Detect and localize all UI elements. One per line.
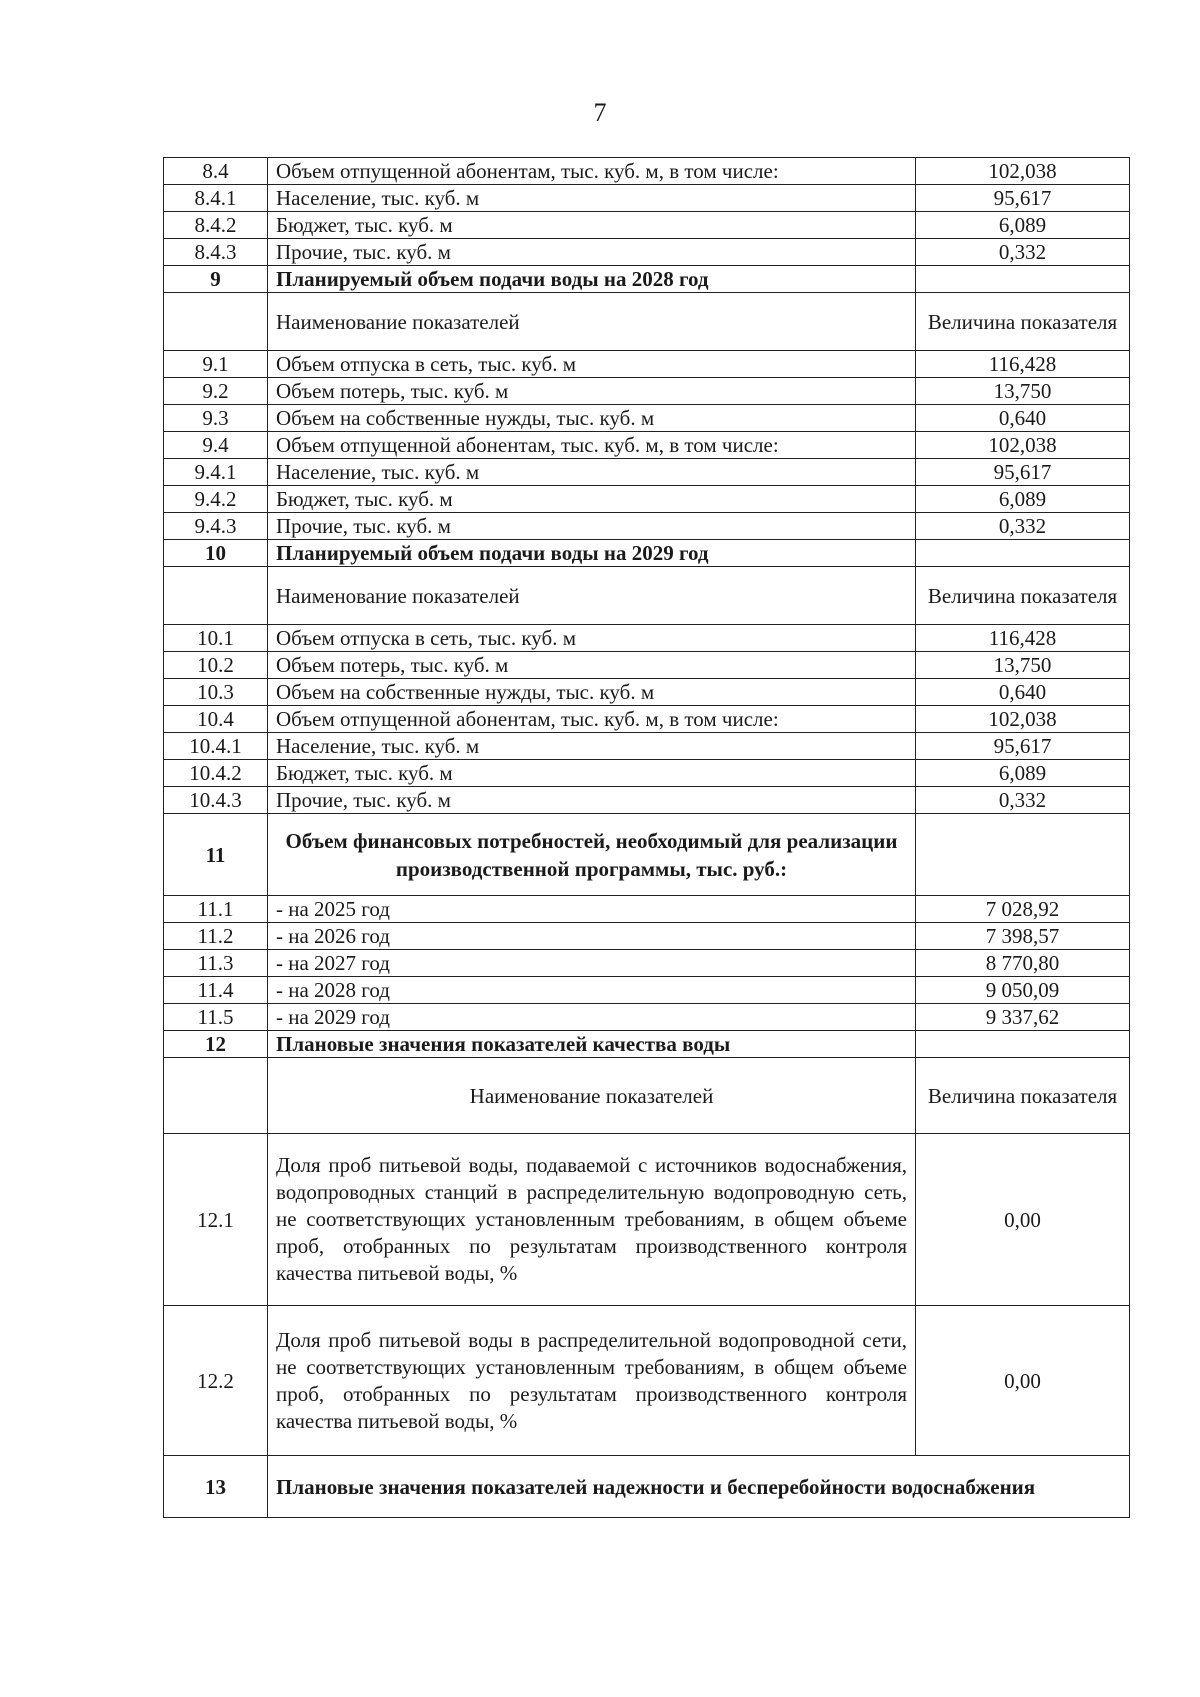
- indicator-value: 0,640: [916, 405, 1130, 432]
- table-row: [164, 405, 1130, 432]
- row-number: 11.4: [164, 977, 268, 1004]
- indicator-name: Прочие, тыс. куб. м: [268, 787, 916, 814]
- indicator-name: Объем отпущенной абонентам, тыс. куб. м, в том числе:: [268, 432, 916, 459]
- indicator-value: Величина показателя: [916, 567, 1130, 625]
- indicator-value: 0,332: [916, 239, 1130, 266]
- table-row: [164, 513, 1130, 540]
- row-number: 9: [164, 266, 268, 293]
- indicator-name: Объем потерь, тыс. куб. м: [268, 652, 916, 679]
- indicator-value: 13,750: [916, 652, 1130, 679]
- program-table-body: [164, 158, 1130, 1518]
- row-number: 9.4.1: [164, 459, 268, 486]
- table-row: [164, 486, 1130, 513]
- table-row: [164, 679, 1130, 706]
- row-number: 10.1: [164, 625, 268, 652]
- row-number: 12: [164, 1031, 268, 1058]
- indicator-name: Объем отпуска в сеть, тыс. куб. м: [268, 625, 916, 652]
- indicator-name: Наименование показателей: [268, 567, 916, 625]
- indicator-name: Доля проб питьевой воды в распределительной водопроводной сети, не соответствующих установленным требованиям, в общем объеме проб, отобранных по результатам производственного контроля качества питьевой воды, %: [268, 1306, 916, 1456]
- indicator-name: Объем на собственные нужды, тыс. куб. м: [268, 679, 916, 706]
- indicator-name: Наименование показателей: [268, 293, 916, 351]
- row-number: [164, 567, 268, 625]
- indicator-name: Прочие, тыс. куб. м: [268, 513, 916, 540]
- row-number: 12.2: [164, 1306, 268, 1456]
- indicator-name: Плановые значения показателей надежности и бесперебойности водоснабжения: [268, 1456, 1130, 1518]
- table-row: [164, 185, 1130, 212]
- indicator-name: - на 2025 год: [268, 896, 916, 923]
- indicator-value: 6,089: [916, 212, 1130, 239]
- table-row: [164, 950, 1130, 977]
- row-number: 13: [164, 1456, 268, 1518]
- indicator-value: Величина показателя: [916, 293, 1130, 351]
- indicator-value: 116,428: [916, 351, 1130, 378]
- table-row: [164, 1004, 1130, 1031]
- row-number: 10.4.3: [164, 787, 268, 814]
- table-row: [164, 293, 1130, 351]
- row-number: 11.1: [164, 896, 268, 923]
- row-number: 8.4.2: [164, 212, 268, 239]
- row-number: 11.2: [164, 923, 268, 950]
- indicator-value: 0,332: [916, 513, 1130, 540]
- indicator-value: 6,089: [916, 760, 1130, 787]
- indicator-value: 102,038: [916, 158, 1130, 185]
- indicator-value: 95,617: [916, 459, 1130, 486]
- indicator-value: 0,332: [916, 787, 1130, 814]
- table-row: [164, 567, 1130, 625]
- table-row: [164, 540, 1130, 567]
- table-row: [164, 351, 1130, 378]
- row-number: 10.3: [164, 679, 268, 706]
- indicator-value: 6,089: [916, 486, 1130, 513]
- table-row: [164, 733, 1130, 760]
- indicator-name: Объем отпущенной абонентам, тыс. куб. м, в том числе:: [268, 706, 916, 733]
- indicator-value: 7 028,92: [916, 896, 1130, 923]
- row-number: 11: [164, 814, 268, 896]
- indicator-name: Объем отпуска в сеть, тыс. куб. м: [268, 351, 916, 378]
- indicator-name: Планируемый объем подачи воды на 2029 год: [268, 540, 916, 567]
- table-row: [164, 814, 1130, 896]
- indicator-name: - на 2027 год: [268, 950, 916, 977]
- row-number: 10.4.2: [164, 760, 268, 787]
- indicator-value: 7 398,57: [916, 923, 1130, 950]
- indicator-name: Бюджет, тыс. куб. м: [268, 486, 916, 513]
- indicator-name: Объем на собственные нужды, тыс. куб. м: [268, 405, 916, 432]
- indicator-value: [916, 266, 1130, 293]
- row-number: 9.3: [164, 405, 268, 432]
- indicator-name: Население, тыс. куб. м: [268, 459, 916, 486]
- indicator-value: 0,00: [916, 1306, 1130, 1456]
- row-number: 10.4.1: [164, 733, 268, 760]
- table-row: [164, 432, 1130, 459]
- row-number: 8.4.3: [164, 239, 268, 266]
- indicator-value: [916, 1031, 1130, 1058]
- table-row: [164, 459, 1130, 486]
- indicator-value: 13,750: [916, 378, 1130, 405]
- indicator-value: 8 770,80: [916, 950, 1130, 977]
- indicator-value: 102,038: [916, 706, 1130, 733]
- indicator-name: Наименование показателей: [268, 1058, 916, 1134]
- table-row: [164, 1058, 1130, 1134]
- table-row: [164, 787, 1130, 814]
- indicator-name: Планируемый объем подачи воды на 2028 год: [268, 266, 916, 293]
- indicator-name: Население, тыс. куб. м: [268, 185, 916, 212]
- indicator-value: 9 050,09: [916, 977, 1130, 1004]
- page-number: 7: [593, 98, 607, 127]
- indicator-value: [916, 540, 1130, 567]
- indicator-name: Объем финансовых потребностей, необходимый для реализации производственной программы, тыс. руб.:: [268, 814, 916, 896]
- row-number: [164, 1058, 268, 1134]
- table-row: [164, 760, 1130, 787]
- indicator-name: Население, тыс. куб. м: [268, 733, 916, 760]
- indicator-value: 0,00: [916, 1134, 1130, 1306]
- table-row: [164, 239, 1130, 266]
- row-number: 8.4: [164, 158, 268, 185]
- table-row: [164, 266, 1130, 293]
- indicator-name: Бюджет, тыс. куб. м: [268, 212, 916, 239]
- row-number: 10: [164, 540, 268, 567]
- table-row: [164, 158, 1130, 185]
- table-row: [164, 923, 1130, 950]
- table-row: [164, 706, 1130, 733]
- indicator-value: 102,038: [916, 432, 1130, 459]
- row-number: 11.3: [164, 950, 268, 977]
- row-number: 8.4.1: [164, 185, 268, 212]
- table-row: [164, 378, 1130, 405]
- row-number: [164, 293, 268, 351]
- indicator-name: Объем отпущенной абонентам, тыс. куб. м, в том числе:: [268, 158, 916, 185]
- table-row: [164, 1456, 1130, 1518]
- indicator-value: 116,428: [916, 625, 1130, 652]
- indicator-value: 0,640: [916, 679, 1130, 706]
- indicator-name: Доля проб питьевой воды, подаваемой с источников водоснабжения, водопроводных станций в распределительную водопроводную сеть, не соответствующих установленным требованиям, в общем объеме проб, отобранных по результатам производственного контроля качества питьевой воды, %: [268, 1134, 916, 1306]
- indicator-value: 95,617: [916, 733, 1130, 760]
- indicator-name: - на 2028 год: [268, 977, 916, 1004]
- table-row: [164, 625, 1130, 652]
- table-row: [164, 1031, 1130, 1058]
- row-number: 10.4: [164, 706, 268, 733]
- row-number: 9.4.2: [164, 486, 268, 513]
- indicator-name: Прочие, тыс. куб. м: [268, 239, 916, 266]
- indicator-value: 95,617: [916, 185, 1130, 212]
- indicator-name: Бюджет, тыс. куб. м: [268, 760, 916, 787]
- row-number: 10.2: [164, 652, 268, 679]
- row-number: 12.1: [164, 1134, 268, 1306]
- row-number: 9.1: [164, 351, 268, 378]
- indicator-value: Величина показателя: [916, 1058, 1130, 1134]
- table-row: [164, 1134, 1130, 1306]
- table-row: [164, 896, 1130, 923]
- indicator-value: 9 337,62: [916, 1004, 1130, 1031]
- indicator-value: [916, 814, 1130, 896]
- table-row: [164, 212, 1130, 239]
- row-number: 9.4: [164, 432, 268, 459]
- indicator-name: - на 2029 год: [268, 1004, 916, 1031]
- table-row: [164, 977, 1130, 1004]
- indicator-name: - на 2026 год: [268, 923, 916, 950]
- table-row: [164, 1306, 1130, 1456]
- indicator-name: Объем потерь, тыс. куб. м: [268, 378, 916, 405]
- row-number: 9.4.3: [164, 513, 268, 540]
- row-number: 11.5: [164, 1004, 268, 1031]
- row-number: 9.2: [164, 378, 268, 405]
- table-row: [164, 652, 1130, 679]
- program-table: [163, 157, 1130, 1518]
- indicator-name: Плановые значения показателей качества воды: [268, 1031, 916, 1058]
